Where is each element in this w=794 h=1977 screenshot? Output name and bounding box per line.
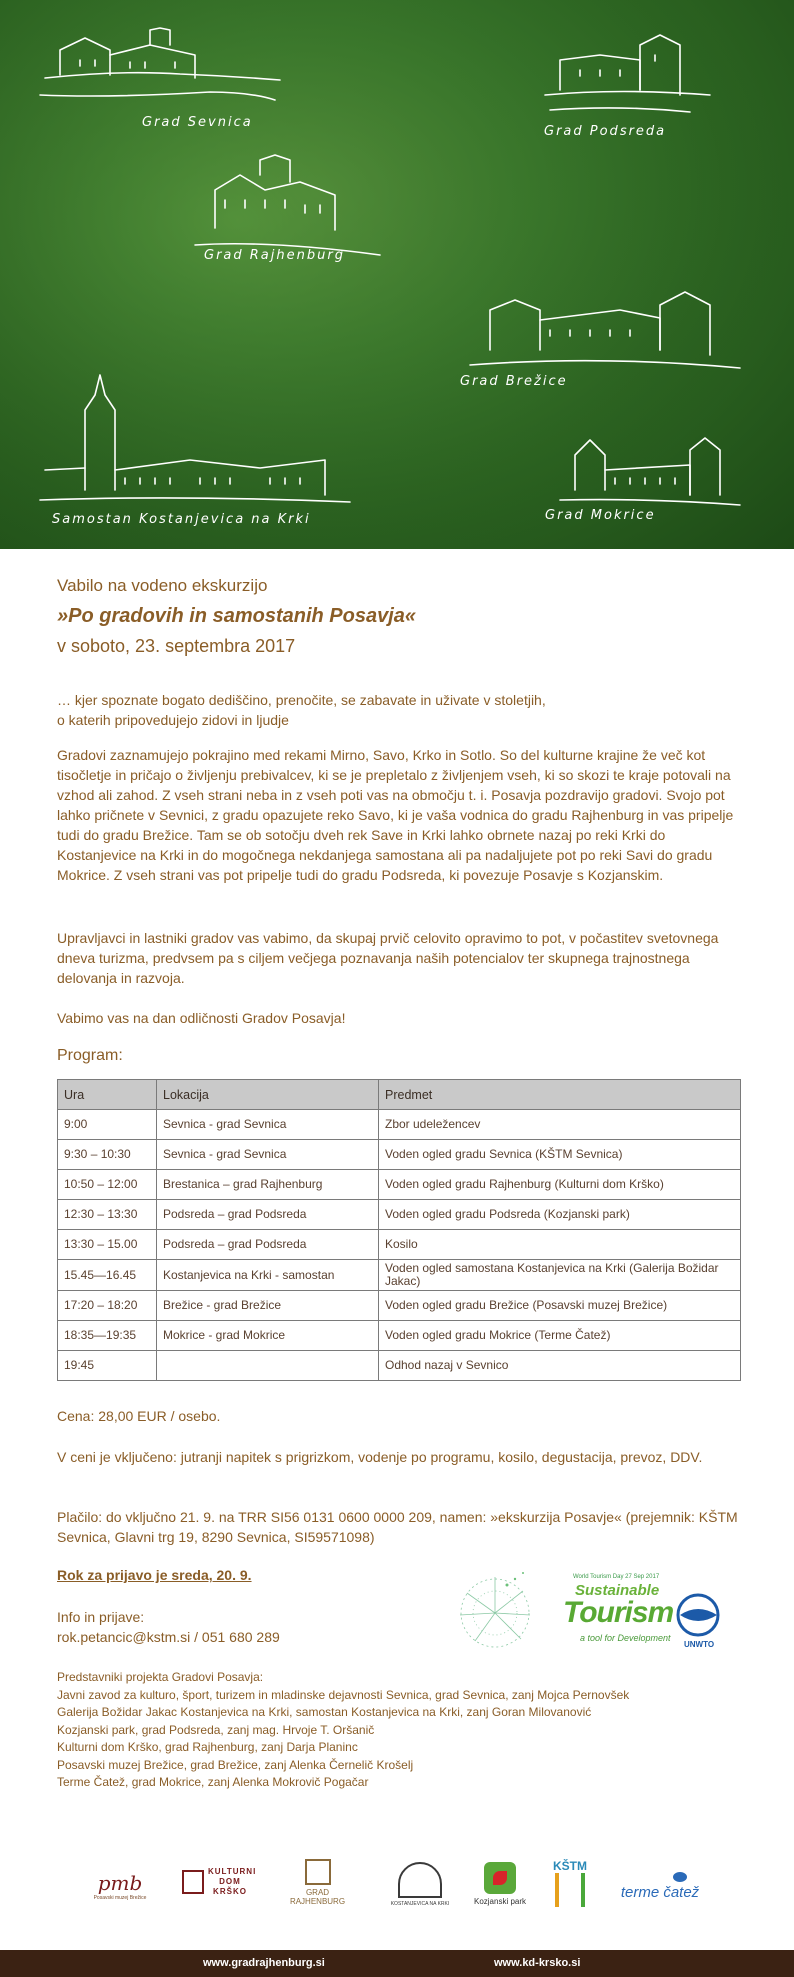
terme-catez-logo [610,1866,710,1906]
pmb-subtitle: Posavski muzej Brežice [93,1895,147,1901]
label-grad-rajhenburg: Grad Rajhenburg [204,248,345,263]
representative-line: Javni zavod za kulturo, šport, turizem in mladinske dejavnosti Sevnica, grad Sevnica, zanj Mojca Pernovšek [57,1687,630,1702]
payment-text: Plačilo: do vključno 21. 9. na TRR SI56 0131 0600 0000 209, namen: »ekskurzija Posavje« (prejemnik: KŠTM Sevnica, Glavni trg 19, 8290 Sevnica, SI59571098) [57,1509,738,1545]
representatives-title: Predstavniki projekta Gradovi Posavja: [57,1670,264,1684]
kp-label: Kozjanski park [473,1897,527,1906]
invitation-title: »Po gradovih in samostanih Posavja« [57,605,417,627]
header-lokacija: Lokacija [157,1080,379,1110]
table-row [58,1351,741,1381]
paragraph-3: Vabimo vas na dan odličnosti Gradov Posavja! [57,1010,346,1026]
rajhenburg-name: RAJHENBURG [289,1896,346,1906]
cell-time: 10:50 – 12:00 [58,1170,157,1200]
invitation-date: v soboto, 23. septembra 2017 [57,636,296,656]
lead-text [57,690,740,730]
paragraph-2: Upravljavci in lastniki gradov vas vabimo, da skupaj prvič celovito opravimo to pot, v počastitev svetovnega dneva turizma, predvsem pa s ciljem večjega poznavanja naših potencialov ter skupnega trajnostnega delovanja in razvoja. [57,930,719,986]
tourism-word: Tourism [563,1596,674,1629]
lead-line-1: … kjer spoznate bogato dediščino, prenočite, se zabavate in uživate v stoletjih, [57,692,546,708]
footer-bar [0,1950,794,1977]
label-grad-sevnica: Grad Sevnica [142,115,253,130]
kd-emblem-icon [182,1870,204,1894]
wtd-tag: World Tourism Day 27 Sep 2017 [573,1574,660,1580]
representative-line: Kulturni dom Krško, grad Rajhenburg, zanj Darja Planinc [57,1740,358,1754]
terme-catez-drop-icon [673,1872,687,1882]
rajhenburg-logo [280,1852,355,1912]
program-table [57,1079,741,1381]
kp-emblem-icon [484,1862,516,1894]
pmb-logo [80,1866,160,1906]
cell-location: Sevnica - grad Sevnica [157,1140,379,1170]
kstm-wordmark: KŠTM [553,1859,587,1873]
kstm-logo [540,1852,600,1914]
cell-time: 18:35—19:35 [58,1321,157,1351]
representative-line: Posavski muzej Brežice, grad Brežice, zanj Alenka Černelič Krošelj [57,1757,414,1772]
footer-link-kd-krsko[interactable]: www.kd-krsko.si [494,1957,581,1969]
table-row [58,1140,741,1170]
cell-location [157,1351,379,1381]
price-text: Cena: 28,00 EUR / osebo. [57,1408,221,1424]
table-row [58,1170,741,1200]
invitation-line: Vabilo na vodeno ekskurzijo [57,576,268,595]
cell-location: Podsreda – grad Podsreda [157,1200,379,1230]
included-text: V ceni je vključeno: jutranji napitek s prigrizkom, vodenje po programu, kosilo, degustacija, prevoz, DDV. [57,1449,703,1465]
hero-banner [0,0,794,549]
cell-time: 9:30 – 10:30 [58,1140,157,1170]
program-title: Program: [57,1047,123,1064]
table-row [58,1200,741,1230]
sustainable-word: Sustainable [575,1582,660,1599]
representatives [57,1669,740,1792]
tagline: a tool for Development [580,1633,671,1643]
representative-line: Kozjanski park, grad Podsreda, zanj mag. Hrvoje T. Oršanič [57,1722,375,1737]
deadline-text: Rok za prijavo je sreda, 20. 9. [57,1567,252,1583]
paragraph-1: Gradovi zaznamujejo pokrajino med rekami Mirno, Savo, Krko in Sotlo. So del kulturne krajine že več kot tisočletje in pričajo o življenju prebivalcev, ki se je prepletalo z življenjem vseh, ki so skozi te kraje potovali na vzhod ali zahod. Z vseh strani neba in z vseh poti vas na območju t. i. Posavja pozdravijo gradovi. Svojo pot lahko pričnete v Sevnici, z gradu opazujete reko Savo, ki je vaša vodnica do gradu Rajhenburg in vas pripelje tudi do gradu Brežice. Tam se ob sotočju dveh rek Save in Krki lahko obrnete nazaj po reki Krki do Kostanjevice na Krki in do mogočnega nekdanjega samostana ali pa nadaljujete pot po reki Savi do gradu Mokrice. Z vseh strani vas pot pripelje tudi do gradu Podsreda, ki povezuje Posavje s Kozjanskim. [57,747,734,883]
program-header-row [58,1080,741,1110]
kp-leaf-icon [493,1871,507,1885]
cell-location: Sevnica - grad Sevnica [157,1110,379,1140]
kostanjevica-logo [380,1854,460,1914]
cell-location: Podsreda – grad Podsreda [157,1230,379,1260]
cell-activity: Voden ogled gradu Rajhenburg (Kulturni dom Krško) [379,1170,741,1200]
table-row [58,1291,741,1321]
cell-activity: Voden ogled gradu Podsreda (Kozjanski park) [379,1200,741,1230]
table-row [58,1260,741,1291]
rajhenburg-grad: GRAD [305,1887,330,1897]
kstm-figure-icon [555,1873,585,1907]
label-grad-podsreda: Grad Podsreda [544,124,667,139]
cell-location: Mokrice - grad Mokrice [157,1321,379,1351]
header-ura: Ura [58,1080,157,1110]
unwto-label: UNWTO [684,1640,715,1649]
cell-time: 9:00 [58,1110,157,1140]
footer-link-rajhenburg[interactable]: www.gradrajhenburg.si [203,1957,325,1969]
castle-sketches [0,0,794,549]
cell-activity: Kosilo [379,1230,741,1260]
cell-time: 12:30 – 13:30 [58,1200,157,1230]
table-row [58,1321,741,1351]
cell-time: 19:45 [58,1351,157,1381]
kd-wordmark: KULTURNI DOM KRŠKO [208,1867,257,1896]
cell-activity: Voden ogled gradu Brežice (Posavski muzej Brežice) [379,1291,741,1321]
cell-activity: Voden ogled gradu Mokrice (Terme Čatež) [379,1321,741,1351]
cell-location: Brežice - grad Brežice [157,1291,379,1321]
cell-activity: Zbor udeležencev [379,1110,741,1140]
cell-activity: Odhod nazaj v Sevnico [379,1351,741,1381]
cell-time: 13:30 – 15.00 [58,1230,157,1260]
table-row [58,1230,741,1260]
info-label: Info in prijave: [57,1609,145,1625]
sustainable-tourism-logo [455,1563,745,1663]
representative-line: Galerija Božidar Jakac Kostanjevica na Krki, samostan Kostanjevica na Krki, zanj Goran Milovanović [57,1705,592,1719]
terme-catez-wordmark: terme čatež [620,1883,700,1901]
rajhenburg-emblem-icon [305,1859,331,1885]
label-grad-brezice: Grad Brežice [460,374,568,389]
label-grad-mokrice: Grad Mokrice [545,508,656,523]
contact-link[interactable]: rok.petancic@kstm.si / 051 680 289 [57,1629,280,1645]
cell-time: 15.45—16.45 [58,1260,157,1291]
cell-time: 17:20 – 18:20 [58,1291,157,1321]
cell-location: Kostanjevica na Krki - samostan [157,1260,379,1291]
label-samostan-kostanjevica: Samostan Kostanjevica na Krki [52,512,311,527]
kostanjevica-emblem-icon [398,1862,442,1898]
kozjanski-park-logo [470,1854,530,1914]
header-predmet: Predmet [379,1080,741,1110]
info-block [57,1607,357,1647]
cell-location: Brestanica – grad Rajhenburg [157,1170,379,1200]
kulturni-dom-krsko-logo [172,1862,262,1902]
partner-logos [80,1852,720,1922]
kostanjevica-label: KOSTANJEVICA NA KRKI [390,1900,450,1907]
cell-activity: Voden ogled samostana Kostanjevica na Krki (Galerija Božidar Jakac) [379,1260,741,1291]
lead-line-2: o katerih pripovedujejo zidovi in ljudje [57,712,289,728]
representative-line: Terme Čatež, grad Mokrice, zanj Alenka Mokrovič Pogačar [57,1775,369,1789]
cell-activity: Voden ogled gradu Sevnica (KŠTM Sevnica) [379,1140,741,1170]
pmb-wordmark: pmb [97,1871,143,1895]
table-row [58,1110,741,1140]
